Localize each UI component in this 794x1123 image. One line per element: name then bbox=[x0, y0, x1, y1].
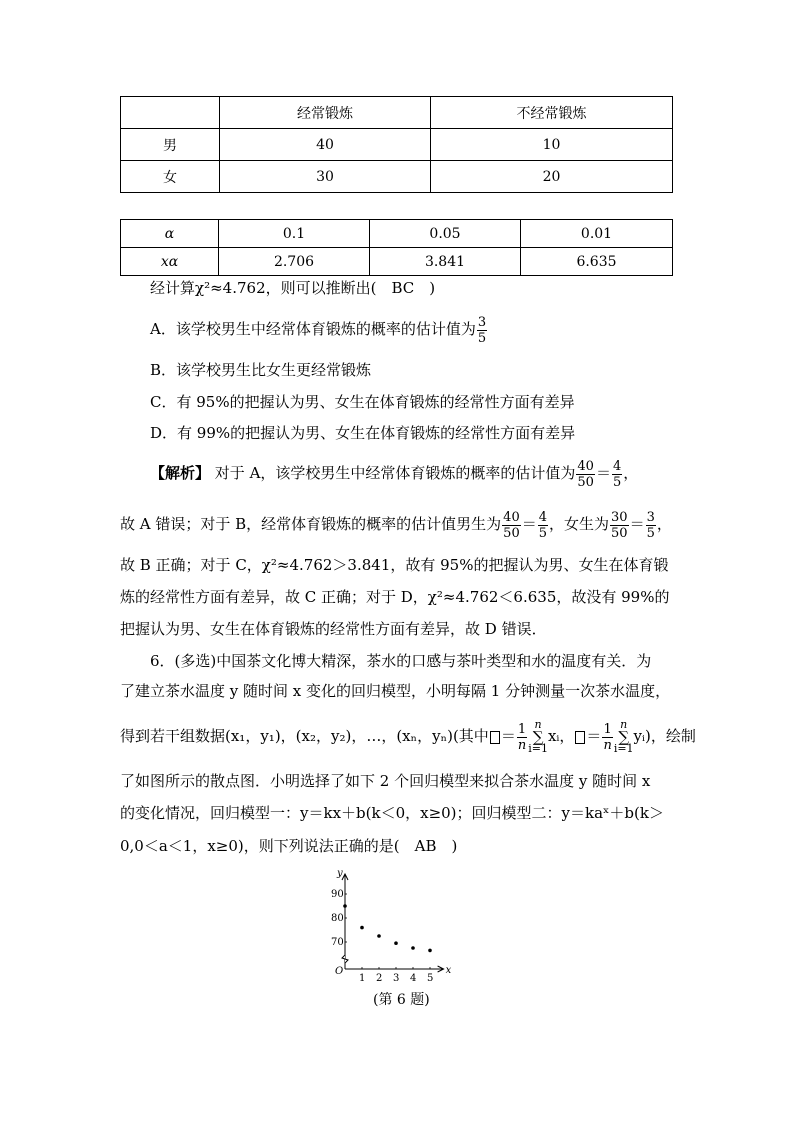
fraction bbox=[502, 510, 521, 541]
table-cell: 0.05 bbox=[370, 220, 521, 248]
fraction-numerator: 4 bbox=[612, 458, 622, 474]
data-point bbox=[343, 904, 347, 908]
data-point bbox=[360, 926, 364, 930]
fraction-numerator: 40 bbox=[577, 458, 594, 474]
table-row bbox=[121, 97, 673, 129]
table-cell: 女 bbox=[121, 161, 220, 193]
solution-line-5: 把握认为男、女生在体育锻炼的经常性方面有差异，故 D 错误． bbox=[120, 620, 547, 638]
table-row bbox=[121, 220, 673, 248]
table-cell bbox=[121, 97, 220, 129]
q6-text: yᵢ)，绘制 bbox=[633, 727, 696, 745]
fraction-denominator: 5 bbox=[612, 474, 622, 490]
table-row bbox=[121, 129, 673, 161]
table-cell: 0.1 bbox=[219, 220, 370, 248]
y-tick-label: 90 bbox=[331, 889, 344, 900]
y-tick-label: 70 bbox=[331, 937, 344, 948]
fraction-denominator: 50 bbox=[503, 525, 520, 541]
sum-upper: n bbox=[620, 718, 628, 731]
q6-text: xᵢ， bbox=[547, 727, 575, 745]
x-tick-label: 2 bbox=[376, 973, 383, 982]
fraction bbox=[538, 510, 548, 541]
fraction bbox=[612, 459, 622, 490]
comma: ， bbox=[623, 464, 639, 482]
table-cell: 男 bbox=[121, 129, 220, 161]
solution-line-4: 炼的经常性方面有差异，故 C 正确；对于 D，χ²≈4.762＜6.635，故没有 99%的 bbox=[120, 588, 670, 606]
fraction-numerator: 3 bbox=[646, 509, 655, 525]
x-tick-label: 4 bbox=[410, 973, 417, 982]
q6-line-3 bbox=[120, 712, 696, 760]
fraction-numerator: 3 bbox=[477, 314, 487, 330]
table-row bbox=[121, 248, 673, 276]
fraction-numerator: 1 bbox=[517, 721, 527, 737]
q5-stem: 经计算χ²≈4.762，则可以推断出( BC ) bbox=[150, 279, 436, 297]
data-point bbox=[377, 934, 381, 938]
missing-glyph-box bbox=[490, 731, 500, 744]
x-tick-label: 3 bbox=[393, 973, 400, 982]
equals-sign: ＝ bbox=[521, 515, 537, 533]
data-point bbox=[411, 946, 415, 950]
y-axis-label: y bbox=[337, 868, 343, 879]
table-cell: α bbox=[121, 220, 219, 248]
fraction-denominator: 50 bbox=[577, 474, 594, 490]
fraction-numerator: 40 bbox=[503, 509, 520, 525]
summation-symbol: n ∑ i=1 bbox=[613, 718, 634, 755]
fraction-denominator: n bbox=[603, 737, 612, 753]
q6-line-2: 了建立茶水温度 y 随时间 x 变化的回归模型，小明每隔 1 分钟测量一次茶水温度， bbox=[120, 682, 671, 700]
fraction bbox=[517, 722, 527, 753]
table-cell: xα bbox=[121, 248, 219, 276]
fraction-denominator: n bbox=[517, 737, 527, 753]
option-a-text: A．该学校男生中经常体育锻炼的概率的估计值为 bbox=[150, 320, 476, 338]
solution-text: 对于 A，该学校男生中经常体育锻炼的概率的估计值为 bbox=[214, 464, 576, 482]
solution-text: ，女生为 bbox=[549, 515, 610, 533]
solution-line-3: 故 B 正确；对于 C，χ²≈4.762＞3.841，故有 95%的把握认为男、女生在体育锻 bbox=[120, 556, 669, 574]
data-point bbox=[394, 941, 398, 945]
sum-upper: n bbox=[534, 718, 542, 731]
table-cell: 3.841 bbox=[370, 248, 521, 276]
equals-sign: ＝ bbox=[595, 464, 611, 482]
sum-lower: i=1 bbox=[613, 742, 634, 755]
y-tick-label: 80 bbox=[331, 913, 344, 924]
x-tick-label: 1 bbox=[359, 973, 366, 982]
solution-text: 故 A 错误；对于 B，经常体育锻炼的概率的估计值男生为 bbox=[120, 515, 502, 533]
table-cell: 20 bbox=[431, 161, 673, 193]
fraction-numerator: 30 bbox=[611, 509, 628, 525]
data-point bbox=[428, 949, 432, 953]
fraction-denominator: 50 bbox=[611, 525, 628, 541]
table-cell: 0.01 bbox=[521, 220, 673, 248]
table-row bbox=[121, 161, 673, 193]
fraction-numerator: 1 bbox=[603, 721, 612, 737]
q5-option-c: C．有 95%的把握认为男、女生在体育锻炼的经常性方面有差异 bbox=[150, 393, 575, 411]
scatter-chart bbox=[318, 862, 478, 982]
comma: ， bbox=[656, 515, 672, 533]
fraction bbox=[646, 510, 656, 541]
x-axis-label: x bbox=[445, 965, 452, 976]
table-cell: 10 bbox=[431, 129, 673, 161]
table-cell: 经常锻炼 bbox=[220, 97, 431, 129]
table-cell: 6.635 bbox=[521, 248, 673, 276]
equals-sign: ＝ bbox=[586, 727, 602, 745]
fraction bbox=[602, 722, 612, 753]
critical-value-table bbox=[120, 219, 673, 276]
table-cell: 30 bbox=[220, 161, 431, 193]
equals-sign: ＝ bbox=[500, 727, 516, 745]
fraction-numerator: 4 bbox=[538, 509, 548, 525]
q6-line-1: 6．(多选)中国茶文化博大精深，茶水的口感与茶叶类型和水的温度有关．为 bbox=[150, 652, 652, 670]
frequency-table bbox=[120, 96, 673, 193]
q6-line-6: 0,0＜a＜1，x≥0)，则下列说法正确的是( AB ) bbox=[120, 837, 458, 855]
origin-label: O bbox=[335, 966, 344, 977]
x-tick-label: 5 bbox=[427, 973, 434, 982]
sum-lower: i=1 bbox=[528, 742, 548, 755]
q6-line-5: 的变化情况，回归模型一：y＝kx＋b(k＜0，x≥0)；回归模型二：y＝kaˣ＋b(k＞ bbox=[120, 804, 664, 822]
fraction bbox=[576, 459, 595, 490]
q5-option-d: D．有 99%的把握认为男、女生在体育锻炼的经常性方面有差异 bbox=[150, 424, 576, 442]
q5-option-a bbox=[150, 312, 488, 346]
fraction-denominator: 5 bbox=[538, 525, 548, 541]
table-cell: 2.706 bbox=[219, 248, 370, 276]
figure-caption: (第 6 题) bbox=[373, 992, 430, 1008]
fraction bbox=[477, 315, 487, 346]
fraction-denominator: 5 bbox=[646, 525, 655, 541]
solution-line-2 bbox=[120, 507, 672, 541]
solution-line-1 bbox=[150, 456, 638, 490]
axis-break bbox=[342, 955, 348, 963]
solution-tag: 【解析】 bbox=[150, 464, 211, 482]
q6-text: 得到若干组数据(x₁，y₁)，(x₂，y₂)，…，(xₙ，yₙ)(其中 bbox=[120, 727, 489, 745]
missing-glyph-box bbox=[575, 731, 585, 744]
fraction-denominator: 5 bbox=[477, 330, 487, 346]
q5-option-b: B．该学校男生比女生更经常锻炼 bbox=[150, 361, 372, 379]
fraction bbox=[610, 510, 629, 541]
table-cell: 40 bbox=[220, 129, 431, 161]
summation-symbol: n ∑ i=1 bbox=[528, 718, 548, 755]
q6-line-4: 了如图所示的散点图．小明选择了如下 2 个回归模型来拟合茶水温度 y 随时间 x bbox=[120, 772, 651, 790]
equals-sign: ＝ bbox=[629, 515, 645, 533]
table-cell: 不经常锻炼 bbox=[431, 97, 673, 129]
